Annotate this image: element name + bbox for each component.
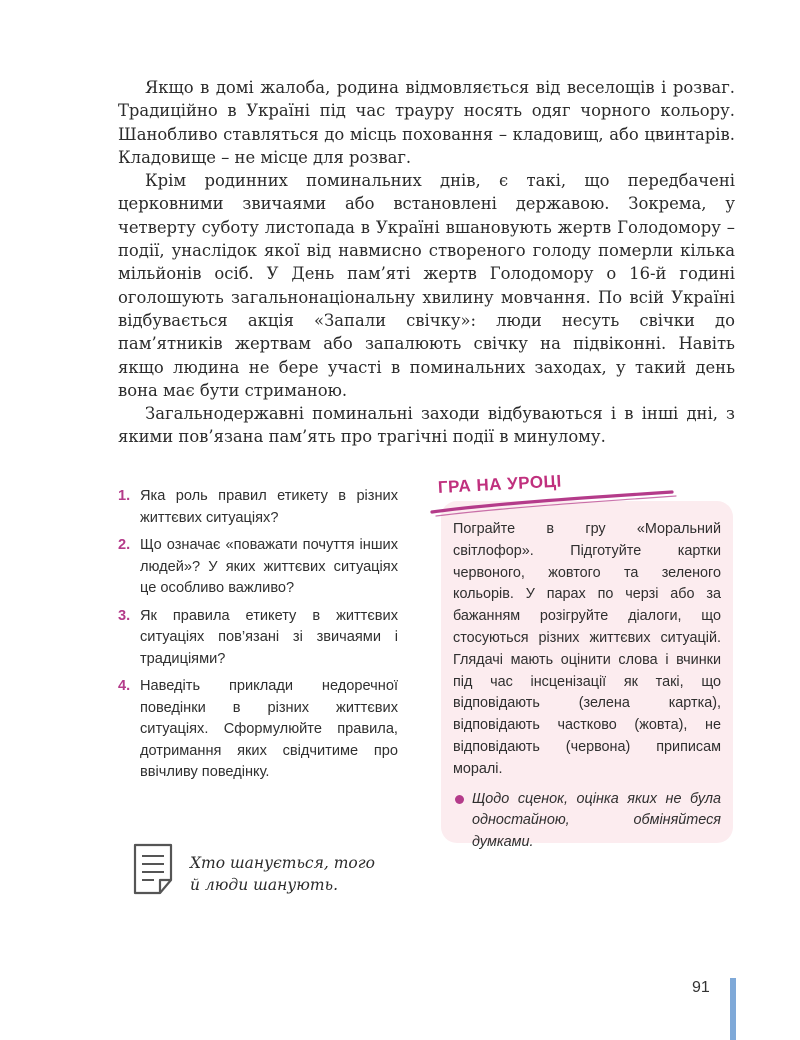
question-text: Яка роль правил етикету в різних життєвих ситуаціях?: [140, 488, 398, 526]
paragraph-memorial-days: Крім родинних поминальних днів, є такі, що передбачені церковними звичаями або встановлені державою. Зокрема, у четверту суботу листопада в Україні вшановують жертв Голодомору – події, унаслідок якої від навмисно створеного голоду померли кілька мільйонів осіб. У День пам’яті жертв Голодомору о 16-й годині оголошують загальнонаціональну хвилину мовчання. По всій Україні відбувається акція «Запали свічку»: люди несуть свічки до пам’ятників жертвам або запалюють свічку на підвіконні. Навіть якщо людина не бере участі в поминальних заходах, у такий день вона має бути стриманою.: [118, 171, 735, 400]
proverb-line: Хто шанується, того: [190, 854, 375, 872]
question-item: [118, 486, 398, 529]
note-icon: [132, 842, 174, 896]
proverb-block: [132, 842, 432, 902]
question-item: [118, 606, 398, 671]
paragraph-state-events: Загальнодержавні поминальні заходи відбуваються і в інші дні, з якими пов’язана пам’ять про трагічні події в минулому.: [118, 404, 735, 447]
game-note: [453, 789, 721, 854]
review-questions: [118, 486, 398, 790]
bullet-icon: [455, 795, 464, 804]
question-number: 3.: [118, 607, 131, 624]
proverb-text: [190, 852, 430, 896]
game-body: [453, 519, 721, 854]
question-text: Що означає «поважати почуття інших людей»? У яких життєвих ситуаціях це особливо важливо?: [140, 537, 398, 596]
question-text: Як правила етикету в життєвих ситуаціях пов’язані зі звичаями і традиціями?: [140, 607, 398, 667]
main-text: [118, 76, 735, 449]
proverb-line: й люди шанують.: [190, 876, 338, 894]
question-text: Наведіть приклади недоречної поведінки в різних життєвих ситуаціях. Сформулюйте правила, дотримання яких свідчитиме про ввічливу поведінку.: [140, 678, 398, 780]
question-number: 2.: [118, 537, 131, 553]
paragraph-mourning: Якщо в домі жалоба, родина відмовляється від веселощів і розваг. Традиційно в Україні під час трауру носять одяг чорного кольору. Шанобливо ставляться до місць поховання – кладовищ, або цвинтарів. Кладовище – не місце для розваг.: [118, 78, 735, 167]
game-instructions: Пограйте в гру «Моральний світлофор». Підготуйте картки червоного, жовтого та зеленого кольорів. У парах по черзі або за бажанням розігруйте діалоги, що стосуються різних життєвих ситуацій. Глядачі мають оцінити слова і вчинки під час інсценізації як такі, що відповідають (зелена картка), відповідають частково (жовта), не відповідають (червона) приписам моралі.: [453, 521, 721, 777]
game-title: ГРА НА УРОЦІ: [437, 471, 563, 497]
question-number: 4.: [118, 678, 131, 694]
question-item: [118, 676, 398, 784]
question-item: [118, 535, 398, 600]
page-number: 91: [692, 979, 710, 996]
question-number: 1.: [118, 488, 131, 504]
game-header: [430, 470, 680, 518]
game-note-text: Щодо сценок, оцінка яких не була одностайною, обміняйтеся думками.: [472, 790, 721, 851]
page-edge-bar: [730, 978, 736, 1040]
